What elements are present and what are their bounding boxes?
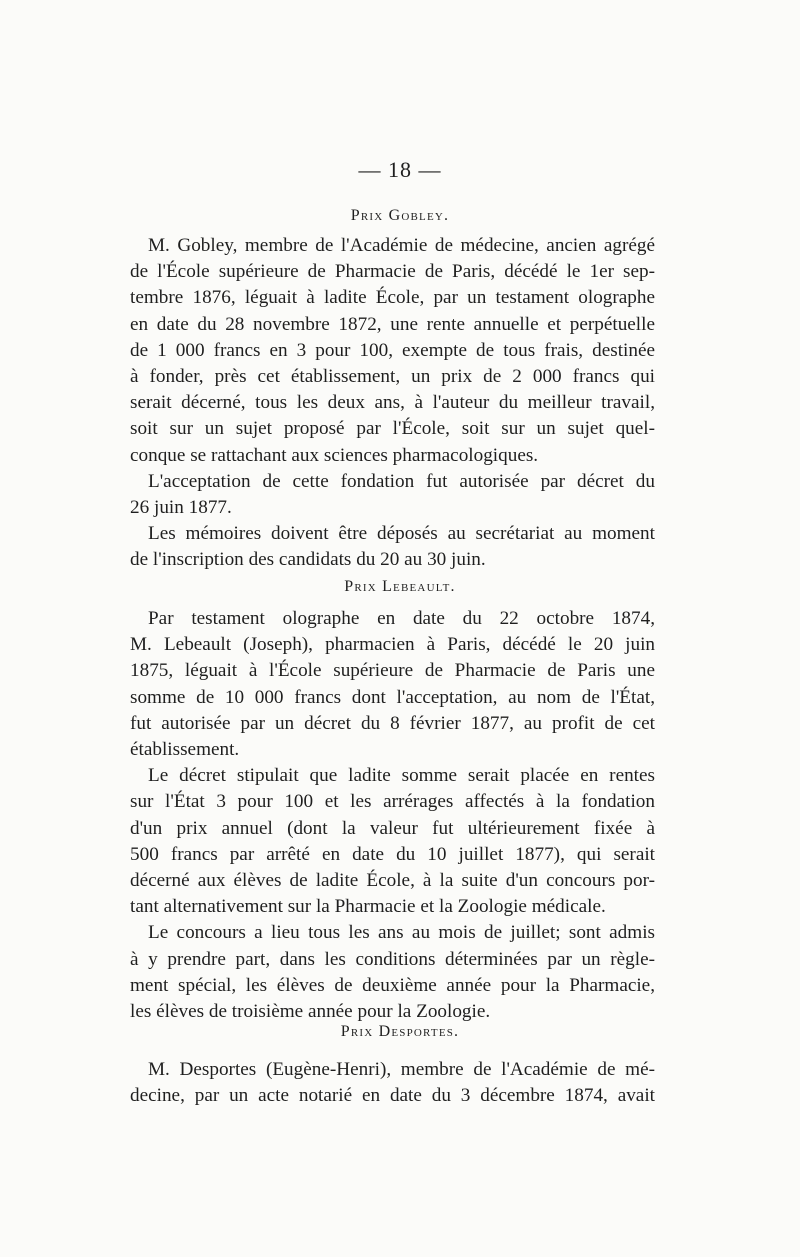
section-body-desportes — [130, 1057, 655, 1109]
section-heading-gobley: Prix Gobley. — [350, 207, 450, 224]
section-body-gobley — [130, 233, 655, 574]
text-line: tembre 1876, léguait à ladite École, par un testament olographe — [130, 287, 655, 309]
text-line: Le décret stipulait que ladite somme serait placée en rentes — [148, 765, 655, 787]
text-line: sur l'État 3 pour 100 et les arrérages affectés à la fondation — [130, 791, 655, 813]
text-line: 26 juin 1877. — [130, 497, 232, 519]
text-line: M. Gobley, membre de l'Académie de médecine, ancien agrégé — [148, 235, 655, 256]
text-line: fut autorisée par un décret du 8 février 1877, au profit de cet — [130, 712, 655, 734]
text-line: Par testament olographe en date du 22 octobre 1874, — [148, 608, 655, 629]
text-line: conque se rattachant aux sciences pharmacologiques. — [130, 444, 539, 466]
text-line: de l'École supérieure de Pharmacie de Paris, décédé le 1er sep- — [130, 261, 655, 283]
page-number: — 18 — — [358, 157, 442, 182]
text-line: decine, par un acte notarié en date du 3 décembre 1874, avait — [130, 1085, 655, 1107]
text-line: M. Lebeault (Joseph), pharmacien à Paris, décédé le 20 juin — [130, 634, 655, 656]
text-line: ment spécial, les élèves de deuxième année pour la Pharmacie, — [130, 974, 655, 996]
text-line: serait décerné, tous les deux ans, à l'auteur du meilleur travail, — [130, 392, 655, 414]
text-line: les élèves de troisième année pour la Zoologie. — [130, 1001, 491, 1023]
section-heading-desportes: Prix Desportes. — [340, 1023, 460, 1040]
text-line: L'acceptation de cette fondation fut autorisée par décret du — [148, 470, 655, 492]
text-line: 500 francs par arrêté en date du 10 juillet 1877), qui serait — [130, 843, 655, 865]
text-line: décerné aux élèves de ladite École, à la suite d'un concours por- — [130, 870, 655, 892]
text-line: de 1 000 francs en 3 pour 100, exempte de tous frais, destinée — [130, 339, 655, 361]
section-heading-lebeault: Prix Lebeault. — [344, 578, 456, 595]
text-line: à fonder, près cet établissement, un prix de 2 000 francs qui — [130, 366, 655, 388]
text-line: Les mémoires doivent être déposés au secrétariat au moment — [148, 523, 655, 545]
text-line: M. Desportes (Eugène-Henri), membre de l'Académie de mé- — [148, 1059, 655, 1080]
text-line: d'un prix annuel (dont la valeur fut ultérieurement fixée à — [130, 817, 655, 839]
text-line: en date du 28 novembre 1872, une rente annuelle et perpétuelle — [130, 313, 655, 335]
text-line: de l'inscription des candidats du 20 au 30 juin. — [130, 549, 486, 571]
text-line: à y prendre part, dans les conditions déterminées par un règle- — [130, 948, 655, 970]
text-line: tant alternativement sur la Pharmacie et la Zoologie médicale. — [130, 896, 606, 918]
text-line: établissement. — [130, 739, 240, 761]
text-line: 1875, léguait à l'École supérieure de Pharmacie de Paris une — [130, 660, 655, 682]
section-body-lebeault — [130, 606, 655, 1025]
text-line: soit sur un sujet proposé par l'École, soit sur un sujet quel- — [130, 418, 655, 440]
text-line: somme de 10 000 francs dont l'acceptation, au nom de l'État, — [130, 686, 655, 708]
text-line: Le concours a lieu tous les ans au mois de juillet; sont admis — [148, 922, 655, 944]
